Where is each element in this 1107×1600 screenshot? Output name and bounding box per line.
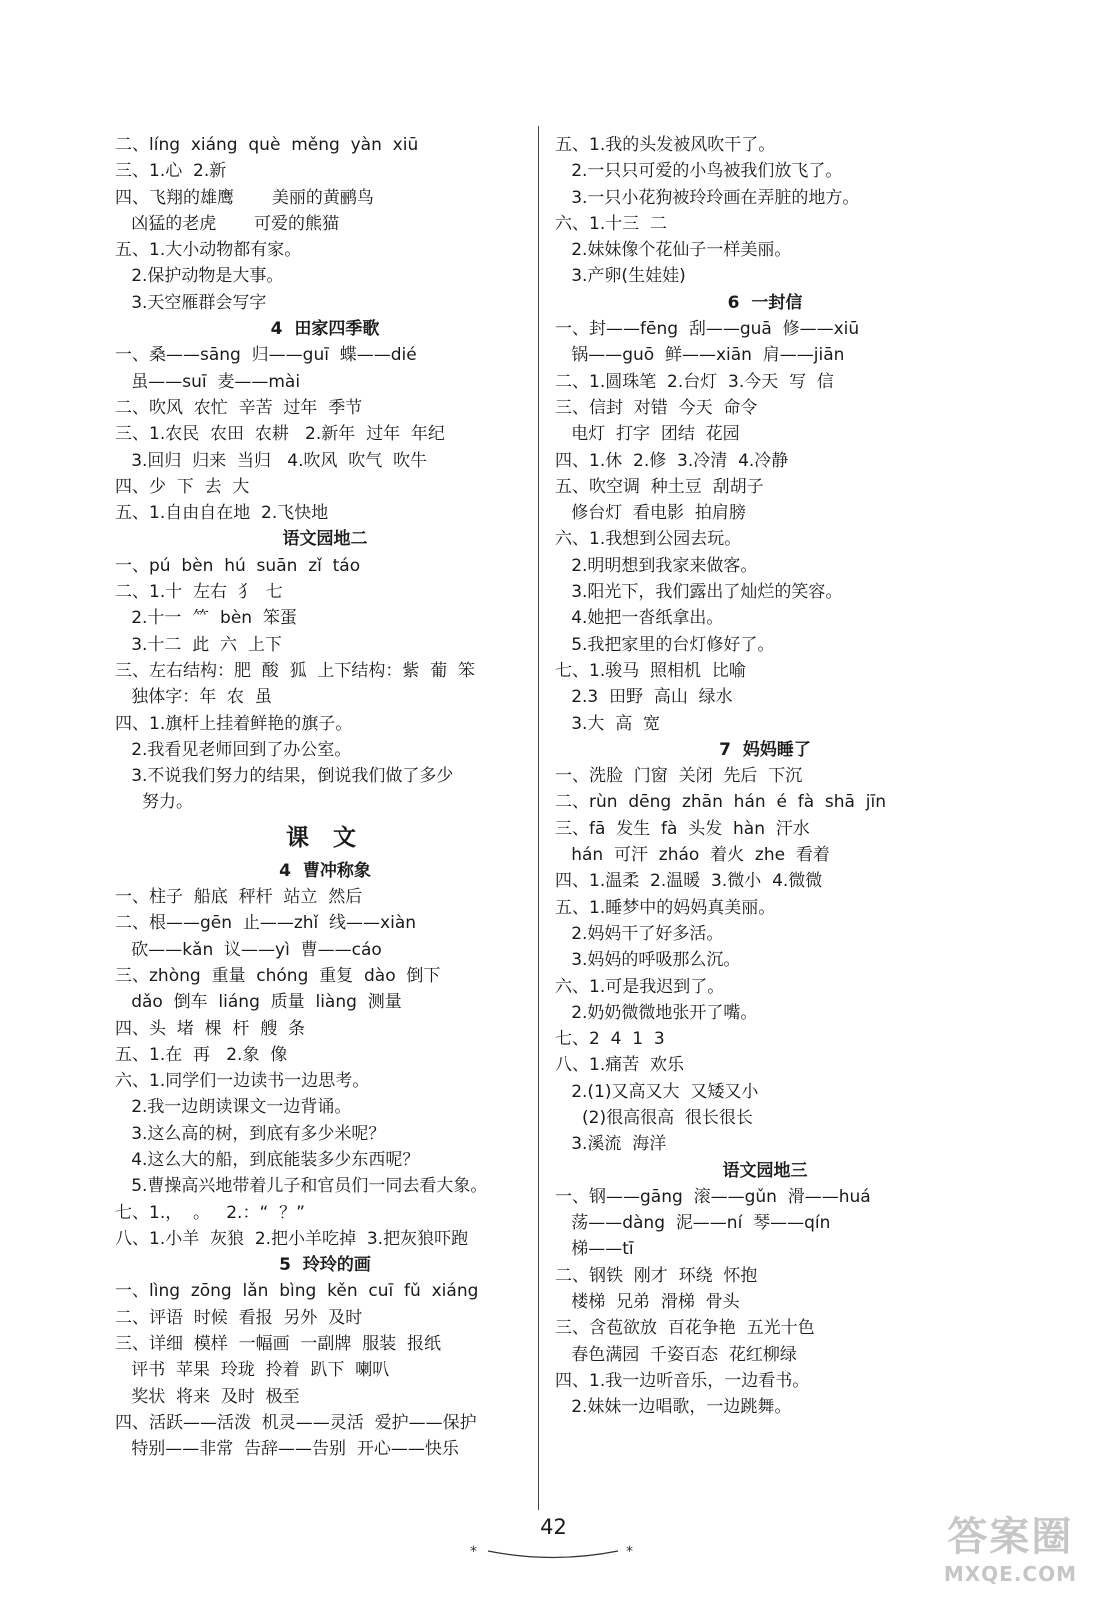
answer-line: 奖状 将来 及时 极至 <box>115 1386 300 1407</box>
answer-line: 三、左右结构：肥 酸 狐 上下结构：紫 葡 笨 <box>115 660 476 681</box>
answer-line: 3.妈妈的呼吸那么沉。 <box>555 950 741 971</box>
answer-line: 2.保护动物是大事。 <box>115 266 284 287</box>
answer-line: 四、1.我一边听音乐，一边看书。 <box>555 1370 810 1391</box>
answer-line: 五、1.我的头发被风吹干了。 <box>555 135 776 155</box>
answer-line: 一、洗脸 门窗 关闭 先后 下沉 <box>555 766 803 787</box>
answer-line: 二、根——gēn 止——zhǐ 线——xiàn <box>115 913 417 934</box>
section-heading: 6 一封信 <box>727 292 803 313</box>
answer-line: 二、1.圆珠笔 2.台灯 3.今天 写 信 <box>555 371 834 392</box>
svg-text:*: * <box>626 1544 633 1560</box>
answer-line: 一、钢——gāng 滚——gǔn 滑——huá <box>555 1186 871 1207</box>
answer-line: 修台灯 看电影 拍肩膀 <box>555 503 746 524</box>
column-divider <box>538 126 539 1510</box>
answer-line: 一、柱子 船底 秤杆 站立 然后 <box>115 887 363 908</box>
answer-line: 四、少 下 去 大 <box>115 476 250 497</box>
answer-line: 一、pú bèn hú suān zǐ táo <box>115 555 361 576</box>
answer-line: hán 可汗 zháo 着火 zhe 看着 <box>555 845 830 866</box>
answer-line: 六、1.同学们一边读书一边思考。 <box>115 1071 370 1092</box>
answer-line: 努力。 <box>115 792 194 813</box>
answer-line: 五、1.在 再 2.象 像 <box>115 1044 288 1065</box>
answer-line: 3.回归 归来 当归 4.吹风 吹气 吹牛 <box>115 450 428 471</box>
section-heading: 7 妈妈睡了 <box>719 739 811 760</box>
answer-line: 三、信封 对错 今天 命令 <box>555 397 758 418</box>
answer-line: 春色满园 千姿百态 花红柳绿 <box>555 1344 797 1365</box>
answer-line: 七、1.骏马 照相机 比喻 <box>555 660 746 681</box>
answer-line: 二、rùn dēng zhān hán é fà shā jīn <box>555 792 886 813</box>
answer-line: 评书 苹果 玲珑 拎着 趴下 喇叭 <box>115 1360 390 1381</box>
answer-line: 4.这么大的船，到底能装多少东西呢？ <box>115 1149 420 1170</box>
answer-line: 四、头 堵 棵 杆 艘 条 <box>115 1018 306 1039</box>
answer-line: 八、1.小羊 灰狼 2.把小羊吃掉 3.把灰狼吓跑 <box>115 1228 469 1249</box>
answer-line: 锅——guō 鲜——xiān 肩——jiān <box>555 345 845 366</box>
answer-line: 虽——suī 麦——mài <box>115 371 301 392</box>
answer-line: 荡——dàng 泥——ní 琴——qín <box>555 1213 831 1234</box>
answer-line: 二、吹风 农忙 辛苦 过年 季节 <box>115 397 363 418</box>
answer-line: 四、飞翔的雄鹰 美丽的黄鹂鸟 <box>115 187 374 208</box>
answer-line: 3.天空雁群会写字 <box>115 292 267 313</box>
left-column <box>115 132 535 1463</box>
answer-line: 2.十一 ⺮ bèn 笨蛋 <box>115 608 297 629</box>
answer-line: 五、1.大小动物都有家。 <box>115 240 302 261</box>
answer-line: 2.妹妹一边唱歌，一边跳舞。 <box>555 1397 792 1418</box>
answer-line: 2.妹妹像个花仙子一样美丽。 <box>555 240 792 261</box>
answer-line: 八、1.痛苦 欢乐 <box>555 1055 685 1076</box>
answer-line: 4.她把一沓纸拿出。 <box>555 608 724 629</box>
answer-line: 5.曹操高兴地带着儿子和官员们一同去看大象。 <box>115 1176 488 1197</box>
answer-line: 四、1.温柔 2.温暖 3.微小 4.微微 <box>555 871 823 892</box>
answer-line: 一、封——fēng 刮——guā 修——xiū <box>555 319 860 340</box>
answer-line: 三、含苞欲放 百花争艳 五光十色 <box>555 1318 815 1339</box>
section-heading: 4 田家四季歌 <box>270 319 380 340</box>
answer-line: 3.溪流 海洋 <box>555 1134 667 1155</box>
section-heading: 5 玲玲的画 <box>279 1255 371 1276</box>
answer-line: 3.产卵(生娃娃) <box>555 266 686 287</box>
answer-line: 3.一只小花狗被玲玲画在弄脏的地方。 <box>555 187 860 208</box>
answer-line: 二、líng xiáng què měng yàn xiū <box>115 135 419 155</box>
section-heading: 语文园地三 <box>722 1160 808 1181</box>
watermark-url: MXQE.COM <box>943 1562 1077 1586</box>
answer-line: 3.不说我们努力的结果，倒说我们做了多少 <box>115 766 454 787</box>
answer-line: 五、1.自由自在地 2.飞快地 <box>115 503 329 524</box>
answer-line: 3.大 高 宽 <box>555 713 661 734</box>
answer-line: 三、1.心 2.新 <box>115 161 227 182</box>
answer-line: 七、1.， 。 2.：“ ？” <box>115 1202 305 1223</box>
answer-line: 5.我把家里的台灯修好了。 <box>555 634 775 655</box>
section-heading: 4 曹冲称象 <box>279 860 371 881</box>
answer-line: 四、活跃——活泼 机灵——灵活 爱护——保护 <box>115 1412 477 1433</box>
answer-line: 2.(1)又高又大 又矮又小 <box>555 1081 759 1102</box>
answer-line: 2.明明想到我家来做客。 <box>555 555 758 576</box>
page-number: 42 <box>540 1515 567 1539</box>
answer-line: 一、lìng zōng lǎn bìng kěn cuī fǔ xiáng <box>115 1281 479 1302</box>
section-heading: 语文园地二 <box>282 529 368 550</box>
right-column <box>555 132 975 1421</box>
answer-line: 砍——kǎn 议——yì 曹——cáo <box>115 939 382 960</box>
answer-line: 二、1.十 左右 犭 七 <box>115 582 283 603</box>
answer-line: 独体字：年 农 虽 <box>115 687 272 708</box>
answer-line: 六、1.十三 二 <box>555 213 668 234</box>
answer-line: 3.阳光下，我们露出了灿烂的笑容。 <box>555 582 843 603</box>
answer-line: 电灯 打字 团结 花园 <box>555 424 740 445</box>
answer-line: 2.奶奶微微地张开了嘴。 <box>555 1002 758 1023</box>
answer-line: 七、2 4 1 3 <box>555 1029 665 1050</box>
answer-line: 二、评语 时候 看报 另外 及时 <box>115 1307 363 1328</box>
answer-line: 六、1.可是我迟到了。 <box>555 976 725 997</box>
answer-line: 3.这么高的树，到底有多少米呢？ <box>115 1123 386 1144</box>
answer-line: 一、桑——sāng 归——guī 蝶——dié <box>115 345 417 366</box>
answer-line: 二、钢铁 刚才 环绕 怀抱 <box>555 1265 758 1286</box>
answer-line: 三、fā 发生 fà 头发 hàn 汗水 <box>555 818 810 839</box>
answer-line: dǎo 倒车 liáng 质量 liàng 测量 <box>115 992 402 1013</box>
answer-line: 2.妈妈干了好多活。 <box>555 923 724 944</box>
page-ornament-icon <box>458 1540 648 1562</box>
answer-line: 2.我看见老师回到了办公室。 <box>115 739 352 760</box>
answer-line: 五、吹空调 种土豆 刮胡子 <box>555 476 764 497</box>
answer-line: 2.3 田野 高山 绿水 <box>555 687 733 708</box>
answer-line: 四、1.旗杆上挂着鲜艳的旗子。 <box>115 713 353 734</box>
watermark-logo-text: 答案圈 <box>947 1514 1074 1560</box>
answer-line: (2)很高很高 很长很长 <box>555 1107 753 1128</box>
answer-line: 特别——非常 告辞——告别 开心——快乐 <box>115 1439 459 1460</box>
answer-line: 四、1.休 2.修 3.冷清 4.冷静 <box>555 450 789 471</box>
answer-line: 三、zhòng 重量 chóng 重复 dào 倒下 <box>115 965 441 986</box>
answer-line: 六、1.我想到公园去玩。 <box>555 529 742 550</box>
watermark <box>944 1505 1077 1586</box>
answer-line: 三、详细 模样 一幅画 一副牌 服装 报纸 <box>115 1334 442 1355</box>
answer-line: 楼梯 兄弟 滑梯 骨头 <box>555 1292 740 1313</box>
answer-line: 梯——tī <box>555 1239 634 1260</box>
answer-line: 2.一只只可爱的小鸟被我们放飞了。 <box>555 161 843 182</box>
answer-line: 3.十二 此 六 上下 <box>115 634 282 655</box>
answer-line: 五、1.睡梦中的妈妈真美丽。 <box>555 897 776 918</box>
svg-text:*: * <box>470 1544 477 1560</box>
answer-line: 2.我一边朗读课文一边背诵。 <box>115 1097 352 1118</box>
answer-line: 凶猛的老虎 可爱的熊猫 <box>115 213 340 234</box>
section-heading: 课 文 <box>285 824 364 851</box>
answer-line: 三、1.农民 农田 农耕 2.新年 过年 年纪 <box>115 424 445 445</box>
